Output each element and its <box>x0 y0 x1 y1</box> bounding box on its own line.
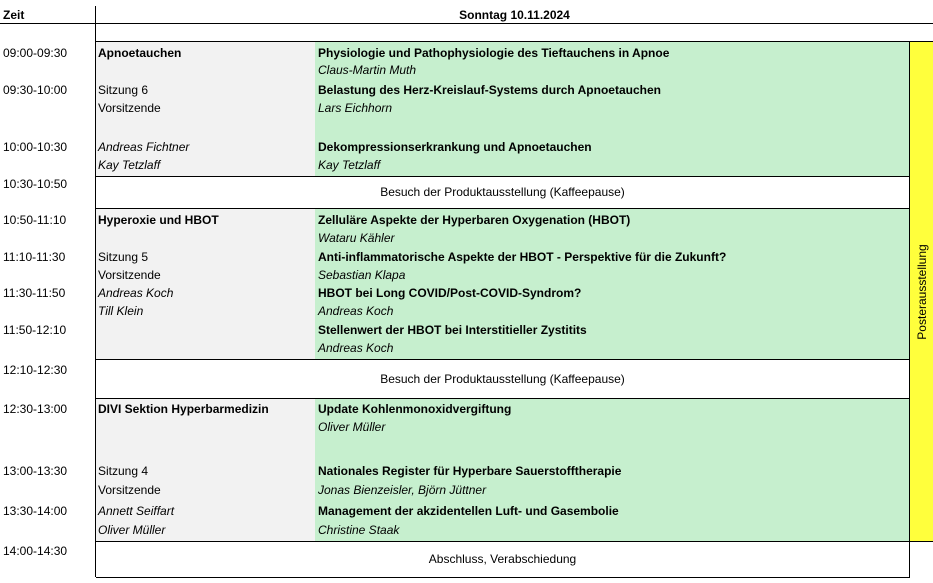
talk-speaker: Sebastian Klapa <box>318 268 406 282</box>
zeit-header: Zeit <box>3 8 25 22</box>
break2-top-line <box>96 359 910 360</box>
final-bottom-line <box>96 577 910 578</box>
time-slot: 14:00-14:30 <box>3 544 68 558</box>
time-slot: 09:00-09:30 <box>3 46 68 60</box>
time-slot: 10:00-10:30 <box>3 140 68 154</box>
chair-name: Andreas Koch <box>98 286 174 300</box>
talk-title: Dekompressionserkrankung und Apnoetauchen <box>318 140 592 154</box>
chair-name: Annett Seiffart <box>98 504 175 518</box>
talk-title: HBOT bei Long COVID/Post-COVID-Syndrom? <box>318 286 582 300</box>
talk-speaker: Claus-Martin Muth <box>318 63 417 77</box>
time-slot: 12:10-12:30 <box>3 363 68 377</box>
talk-speaker: Lars Eichhorn <box>318 101 393 115</box>
talk-title: Belastung des Herz-Kreislauf-Systems durch Apnoetauchen <box>318 83 661 97</box>
talk-speaker: Kay Tetzlaff <box>318 158 381 172</box>
poster-label-wrap <box>910 42 933 541</box>
chairs-label: Vorsitzende <box>98 483 161 497</box>
time-column-divider <box>95 6 96 577</box>
session-number: Sitzung 4 <box>98 464 149 478</box>
time-slot: 10:50-11:10 <box>3 213 67 227</box>
talk-speaker: Jonas Bienzeisler, Björn Jüttner <box>318 483 487 497</box>
date-header: Sonntag 10.11.2024 <box>459 8 570 22</box>
session-title: Apnoetauchen <box>98 46 182 60</box>
session-number: Sitzung 6 <box>98 83 149 97</box>
chair-name: Kay Tetzlaff <box>98 158 161 172</box>
closing-row: Abschluss, Verabschiedung <box>428 552 577 566</box>
talk-title: Anti-inflammatorische Aspekte der HBOT - Perspektive für die Zukunft? <box>318 250 727 264</box>
time-slot: 09:30-10:00 <box>3 83 68 97</box>
talk-title: Zelluläre Aspekte der Hyperbaren Oxygenation (HBOT) <box>318 213 631 227</box>
break1-bottom-line <box>96 208 910 209</box>
talk-speaker: Andreas Koch <box>318 341 394 355</box>
session-number: Sitzung 5 <box>98 250 149 264</box>
talk-speaker: Christine Staak <box>318 523 400 537</box>
session1-top-line <box>96 41 933 42</box>
poster-label: Posterausstellung <box>914 243 929 340</box>
chairs-label: Vorsitzende <box>98 268 161 282</box>
time-slot: 11:30-11:50 <box>3 286 66 300</box>
talk-speaker: Andreas Koch <box>318 304 394 318</box>
time-slot: 12:30-13:00 <box>3 402 68 416</box>
chair-name: Andreas Fichtner <box>98 140 190 154</box>
session-title: DIVI Sektion Hyperbarmedizin <box>98 402 269 416</box>
time-slot: 13:00-13:30 <box>3 464 68 478</box>
coffee-break: Besuch der Produktausstellung (Kaffeepause) <box>380 372 625 386</box>
chairs-label: Vorsitzende <box>98 101 161 115</box>
talk-title: Physiologie und Pathophysiologie des Tieftauchens in Apnoe <box>318 46 670 60</box>
talk-speaker: Oliver Müller <box>318 420 386 434</box>
chair-name: Oliver Müller <box>98 523 166 537</box>
time-slot: 11:10-11:30 <box>3 250 66 264</box>
chair-name: Till Klein <box>98 304 144 318</box>
talk-title: Update Kohlenmonoxidvergiftung <box>318 402 512 416</box>
time-slot: 13:30-14:00 <box>3 504 68 518</box>
talk-title: Nationales Register für Hyperbare Sauerstofftherapie <box>318 464 622 478</box>
coffee-break: Besuch der Produktausstellung (Kaffeepause) <box>380 185 625 199</box>
time-slot: 10:30-10:50 <box>3 177 68 191</box>
session-title: Hyperoxie und HBOT <box>98 213 219 227</box>
time-slot: 11:50-12:10 <box>3 323 67 337</box>
break1-top-line <box>96 176 910 177</box>
talk-speaker: Wataru Kähler <box>318 231 395 245</box>
talk-title: Management der akzidentellen Luft- und Gasembolie <box>318 504 619 518</box>
session2-left-bg <box>96 209 315 359</box>
break2-bottom-line <box>96 398 910 399</box>
talk-title: Stellenwert der HBOT bei Interstitieller Zystitits <box>318 323 587 337</box>
header-line <box>0 23 933 24</box>
final-top-line <box>96 541 933 542</box>
